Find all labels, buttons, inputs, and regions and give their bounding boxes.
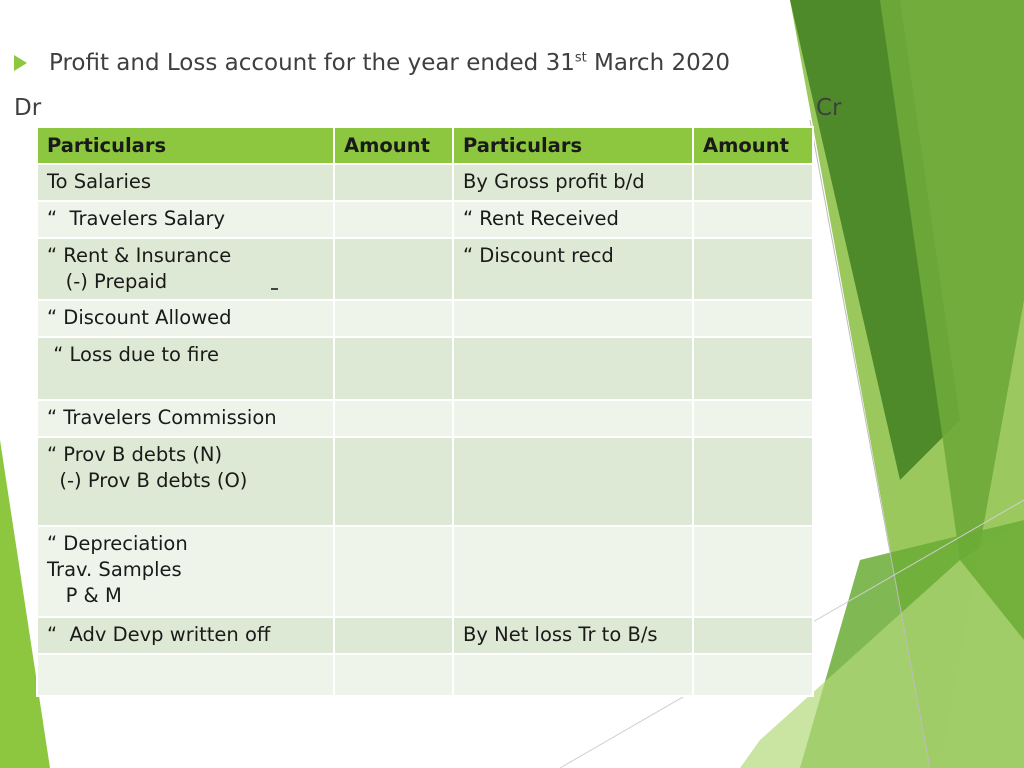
table-row bbox=[37, 300, 813, 337]
credit-amount-cell bbox=[693, 654, 813, 696]
credit-particulars-cell bbox=[453, 238, 693, 300]
cell-line: Trav. Samples bbox=[47, 558, 182, 581]
cell-line: To Salaries bbox=[47, 170, 152, 193]
slide-title-row bbox=[14, 50, 730, 76]
credit-amount-cell bbox=[693, 238, 813, 300]
header-debit-particulars: Particulars bbox=[37, 127, 334, 164]
cell-line: (-) Prov B debts (O) bbox=[47, 469, 248, 492]
table-row bbox=[37, 654, 813, 696]
table-row bbox=[37, 337, 813, 400]
credit-amount-cell bbox=[693, 164, 813, 201]
table-row bbox=[37, 617, 813, 654]
slide-title: Profit and Loss account for the year ended 31st March 2020 bbox=[49, 50, 731, 76]
debit-amount-cell bbox=[334, 526, 453, 617]
cell-line: (-) Prepaid bbox=[47, 270, 168, 293]
credit-particulars-cell bbox=[453, 437, 693, 526]
table-row bbox=[37, 238, 813, 300]
table-header-row bbox=[37, 127, 813, 164]
cell-line: P & M bbox=[47, 584, 122, 607]
debit-amount-cell bbox=[334, 654, 453, 696]
debit-particulars-cell bbox=[37, 654, 334, 696]
cell-line: “ Travelers Commission bbox=[47, 406, 277, 429]
debit-label: Dr bbox=[14, 95, 42, 121]
debit-particulars-cell bbox=[37, 337, 334, 400]
debit-particulars-cell bbox=[37, 617, 334, 654]
table-row bbox=[37, 526, 813, 617]
credit-particulars-cell bbox=[453, 300, 693, 337]
cell-line: By Gross profit b/d bbox=[463, 170, 645, 193]
debit-particulars-cell bbox=[37, 300, 334, 337]
cell-line: “ Rent & Insurance bbox=[47, 244, 232, 267]
debit-amount-cell bbox=[334, 300, 453, 337]
cell-line: “ Travelers Salary bbox=[47, 207, 226, 230]
debit-amount-cell bbox=[334, 400, 453, 437]
header-credit-particulars: Particulars bbox=[453, 127, 693, 164]
cell-line: “ Depreciation bbox=[47, 532, 188, 555]
cell-line: “ Loss due to fire bbox=[47, 343, 220, 366]
credit-particulars-cell bbox=[453, 164, 693, 201]
credit-particulars-cell bbox=[453, 201, 693, 238]
cell-line: “ Discount recd bbox=[463, 244, 614, 267]
dash-mark bbox=[271, 288, 278, 290]
credit-amount-cell bbox=[693, 300, 813, 337]
debit-amount-cell bbox=[334, 164, 453, 201]
credit-label: Cr bbox=[816, 95, 842, 121]
profit-loss-table bbox=[36, 126, 814, 697]
debit-particulars-cell bbox=[37, 238, 334, 300]
credit-particulars-cell bbox=[453, 617, 693, 654]
table-row bbox=[37, 400, 813, 437]
cell-line: By Net loss Tr to B/s bbox=[463, 623, 658, 646]
debit-amount-cell bbox=[334, 337, 453, 400]
credit-particulars-cell bbox=[453, 654, 693, 696]
credit-amount-cell bbox=[693, 526, 813, 617]
table-row bbox=[37, 437, 813, 526]
debit-amount-cell bbox=[334, 201, 453, 238]
debit-amount-cell bbox=[334, 437, 453, 526]
header-debit-amount: Amount bbox=[334, 127, 453, 164]
credit-amount-cell bbox=[693, 617, 813, 654]
credit-amount-cell bbox=[693, 337, 813, 400]
table-row bbox=[37, 201, 813, 238]
credit-amount-cell bbox=[693, 400, 813, 437]
bullet-arrow-icon bbox=[14, 55, 27, 71]
cell-line: “ Discount Allowed bbox=[47, 306, 232, 329]
debit-particulars-cell bbox=[37, 526, 334, 617]
debit-particulars-cell bbox=[37, 437, 334, 526]
debit-amount-cell bbox=[334, 617, 453, 654]
debit-particulars-cell bbox=[37, 400, 334, 437]
credit-particulars-cell bbox=[453, 337, 693, 400]
table-row bbox=[37, 164, 813, 201]
credit-amount-cell bbox=[693, 437, 813, 526]
credit-amount-cell bbox=[693, 201, 813, 238]
header-credit-amount: Amount bbox=[693, 127, 813, 164]
cell-line: “ Prov B debts (N) bbox=[47, 443, 223, 466]
debit-particulars-cell bbox=[37, 164, 334, 201]
credit-particulars-cell bbox=[453, 526, 693, 617]
debit-particulars-cell bbox=[37, 201, 334, 238]
credit-particulars-cell bbox=[453, 400, 693, 437]
cell-line: “ Adv Devp written off bbox=[47, 623, 271, 646]
debit-amount-cell bbox=[334, 238, 453, 300]
cell-line: “ Rent Received bbox=[463, 207, 619, 230]
